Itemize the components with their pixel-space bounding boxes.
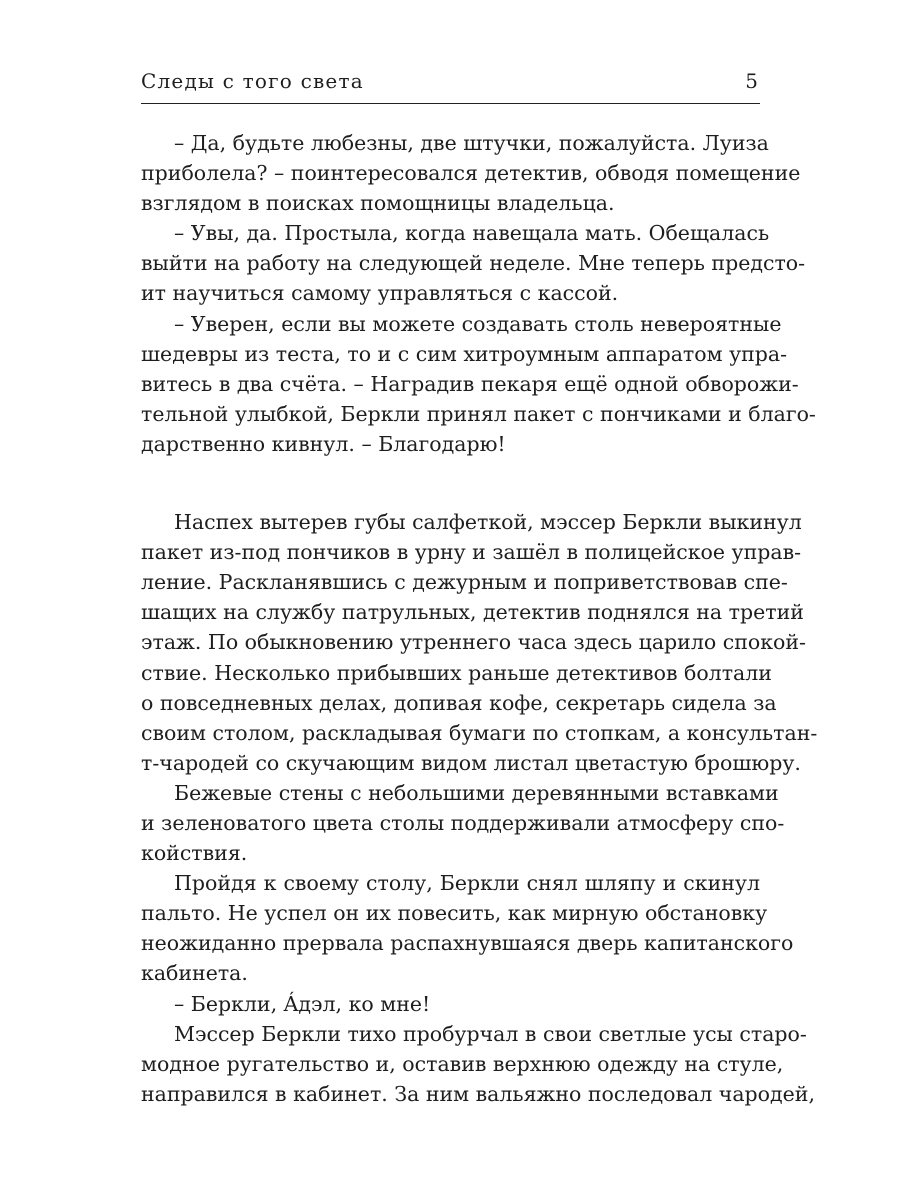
text-line: Наспех вытерев губы салфеткой, мэссер Беркли выкинул [174,510,802,535]
text-line: ление. Раскланявшись с дежурным и поприветствовав спе- [141,570,788,595]
text-line: своим столом, раскладывая бумаги по стопкам, а консультан- [141,720,818,745]
text-line: ит научиться самому управляться с кассой. [141,281,619,306]
text-line: койствия. [141,841,248,866]
text-line: пакет из-под пончиков в урну и зашёл в полицейское управ- [141,540,802,565]
running-title: Следы с того света [141,69,364,93]
text-line: кабинета. [141,961,248,986]
text-line: выйти на работу на следующей неделе. Мне теперь предсто- [141,251,806,276]
header-rule [141,103,760,104]
running-head [141,66,760,96]
text-line: приболела? – поинтересовался детектив, обводя помещение [141,161,801,186]
text-line: дарственно кивнул. – Благодарю! [141,431,506,456]
body-text [141,128,818,1109]
text-line: взглядом в поисках помощницы владельца. [141,191,615,216]
text-line: этаж. По обыкновению утреннего часа здесь царило спокой- [141,630,806,655]
page-number: 5 [745,69,758,93]
text-line: модное ругательство и, оставив верхнюю одежду на стуле, [141,1051,784,1076]
section-break [141,459,760,507]
text-line: – Да, будьте любезны, две штучки, пожалуйста. Луиза [174,131,769,155]
text-line: Мэссер Беркли тихо пробурчал в свои светлые усы старо- [174,1021,807,1046]
text-line: шащих на службу патрульных, детектив поднялся на третий [141,600,804,625]
text-line: неожиданно прервала распахнувшаяся дверь капитанского [141,931,794,956]
text-line: пальто. Не успел он их повесить, как мирную обстановку [141,901,768,926]
text-line: шедевры из теста, то и с сим хитроумным аппаратом упра- [141,341,788,366]
text-line: и зеленоватого цвета столы поддерживали атмосферу спо- [141,810,785,835]
text-line: – Уверен, если вы можете создавать столь невероятные [174,311,782,336]
text-line: тельной улыбкой, Беркли принял пакет с пончиками и благо- [141,401,816,426]
text-line: – Увы, да. Простыла, когда навещала мать. Обещалась [174,221,770,246]
text-line: о повседневных делах, допивая кофе, секретарь сидела за [141,690,777,715]
text-line: Бежевые стены с небольшими деревянными вставками [174,780,779,805]
text-line: витесь в два счёта. – Наградив пекаря ещё одной обворожи- [141,371,799,396]
text-line: Пройдя к своему столу, Беркли снял шляпу и скинул [174,871,760,896]
text-line: т-чародей со скучающим видом листал цветастую брошюру. [141,750,801,775]
text-line: направился в кабинет. За ним вальяжно последовал чародей, [141,1081,815,1106]
text-line: ствие. Несколько прибывших раньше детективов болтали [141,660,772,685]
text-line: – Беркли, Áдэл, ко мне! [174,991,431,1016]
